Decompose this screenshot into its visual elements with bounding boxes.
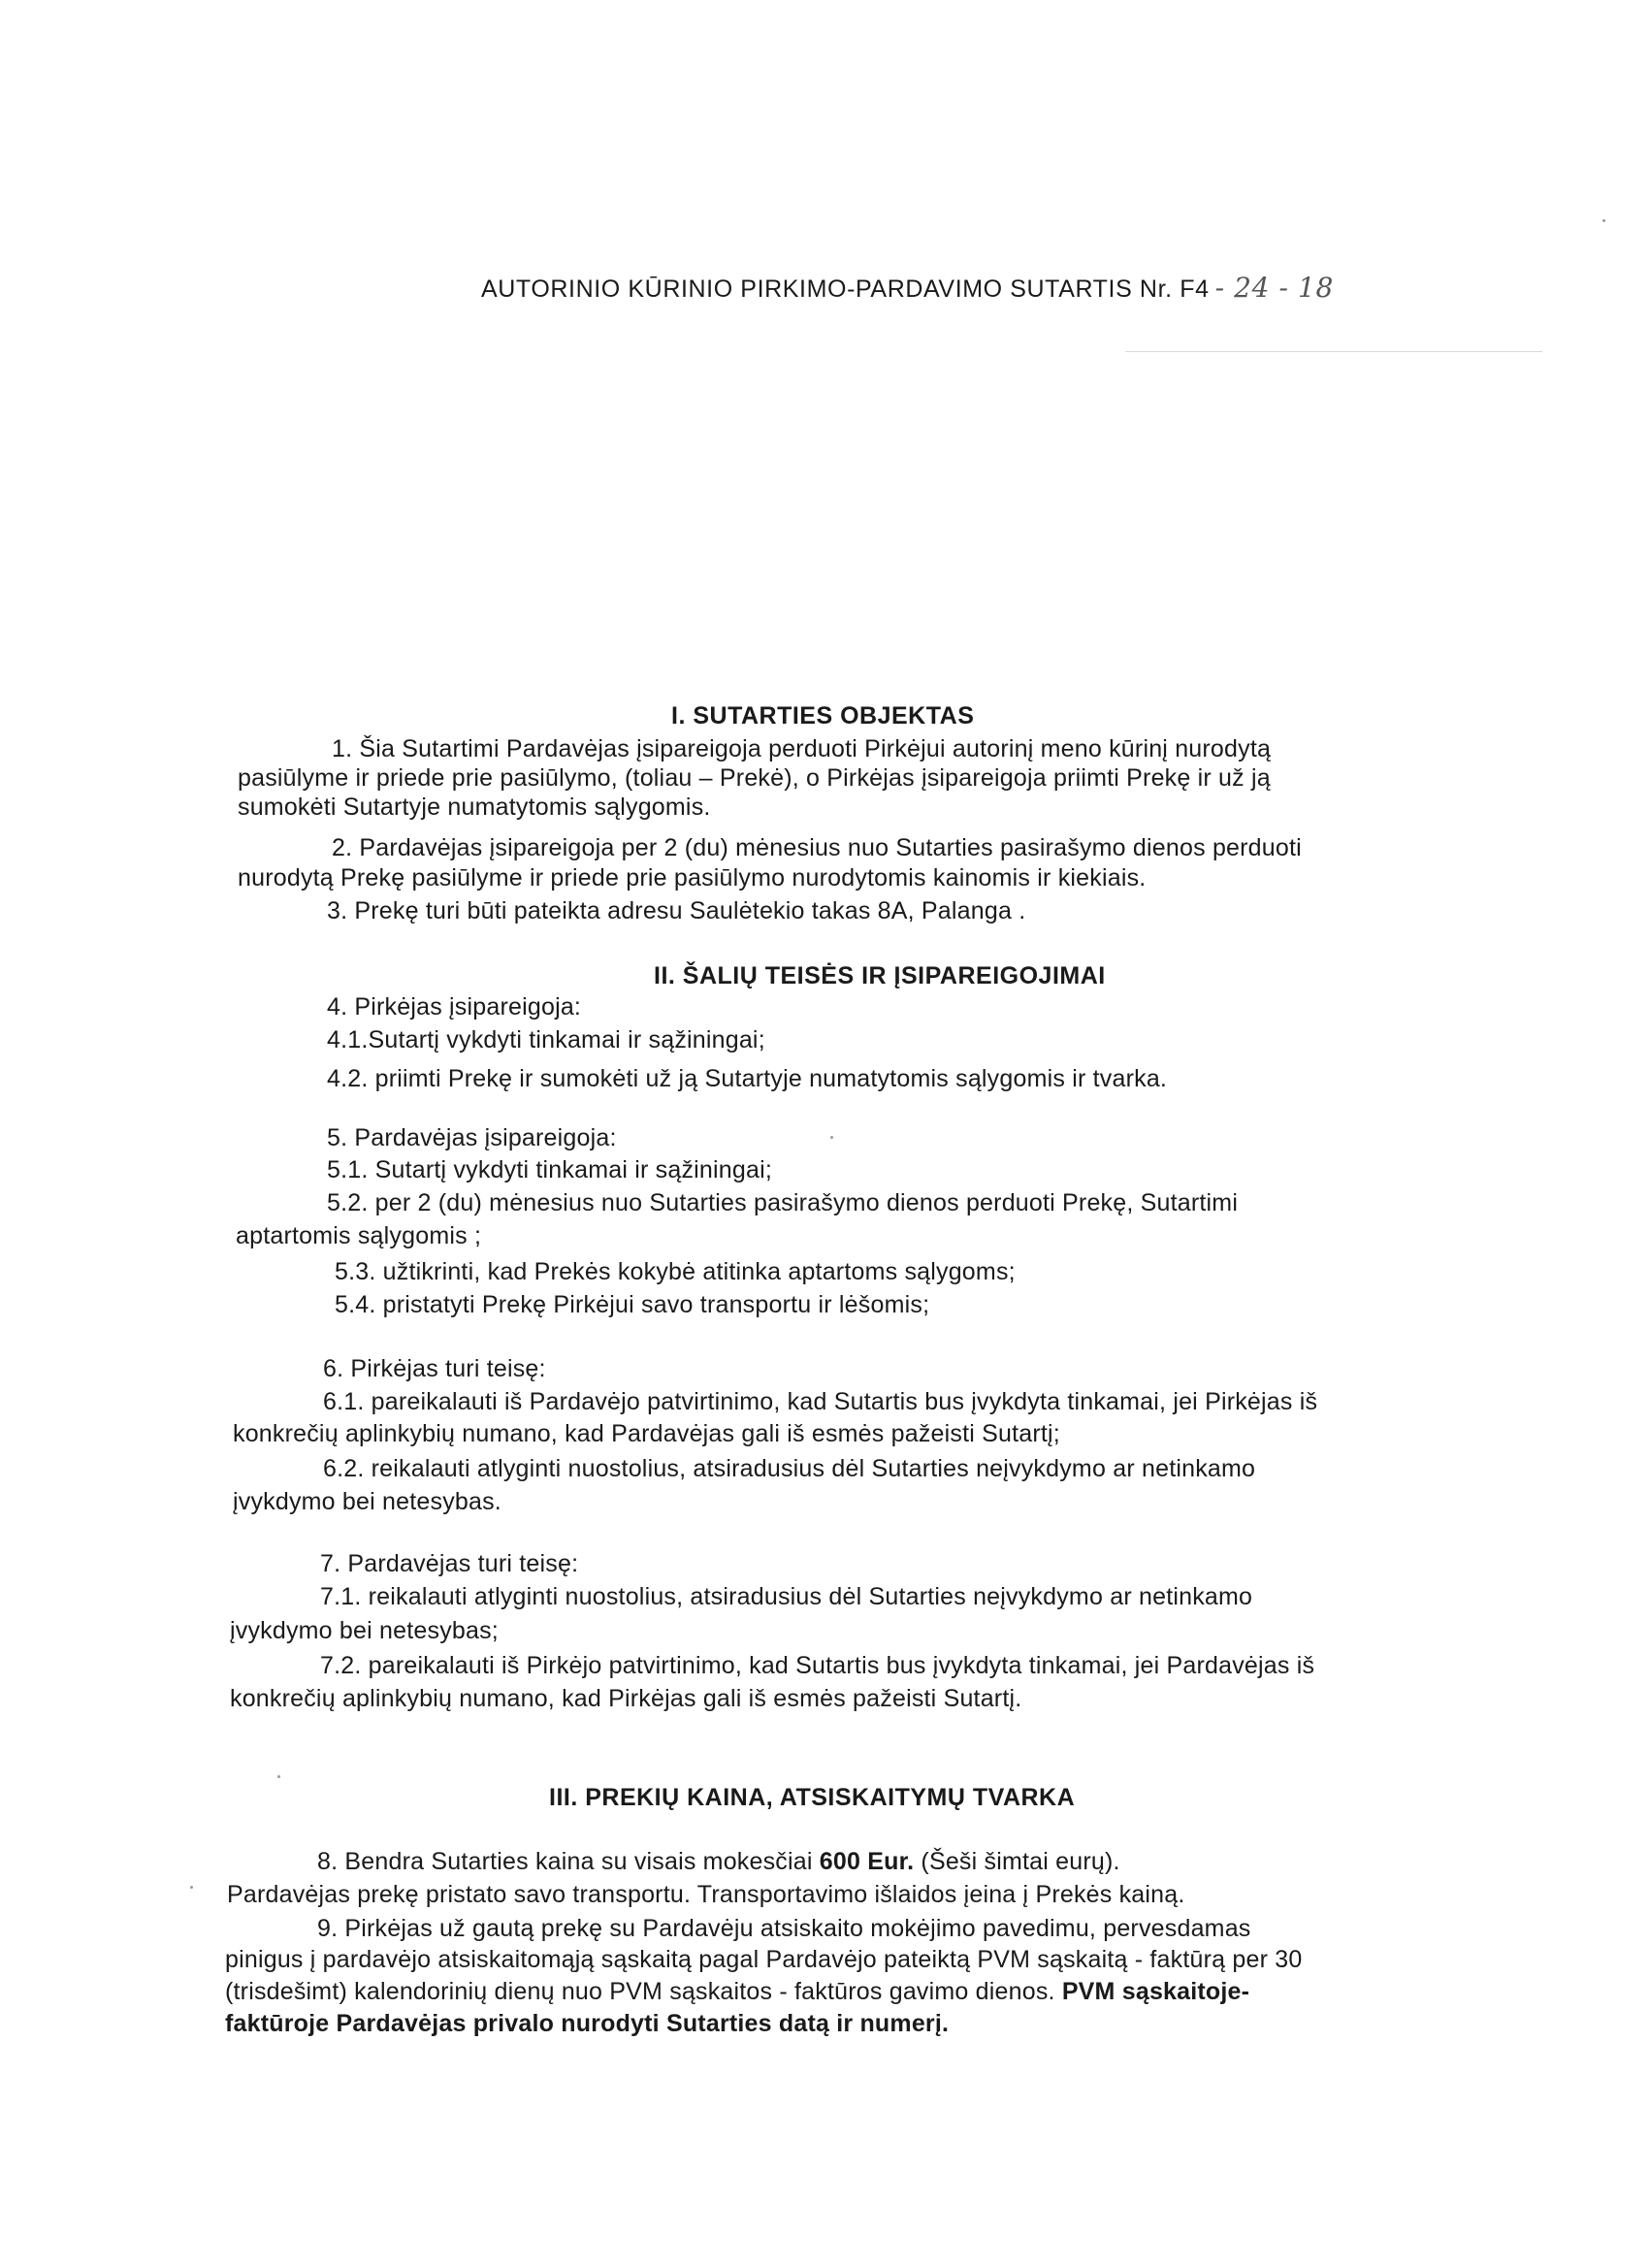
clause-6-2-line-2: įvykdymo bei netesybas.	[233, 1488, 501, 1515]
clause-5-3: 5.3. užtikrinti, kad Prekės kokybė atitinka aptartoms sąlygoms;	[335, 1258, 1016, 1285]
clause-9-line-3-text: (trisdešimt) kalendorinių dienų nuo PVM sąskaitos - faktūros gavimo dienos.	[225, 1978, 1062, 2005]
clause-8-text: 8. Bendra Sutarties kaina su visais mokesčiai	[317, 1848, 820, 1875]
clause-9-line-2: pinigus į pardavėjo atsiskaitomąją sąskaitą pagal Pardavėjo pateiktą PVM sąskaitą - faktūrą per 30	[225, 1946, 1303, 1973]
invoice-requirement: faktūroje Pardavėjas privalo nurodyti Sutarties datą ir numerį.	[225, 2010, 950, 2037]
clause-5-2-line-2: aptartomis sąlygomis ;	[236, 1222, 482, 1249]
clause-8	[317, 1848, 1120, 1876]
invoice-requirement-start: PVM sąskaitoje-	[1061, 1978, 1250, 2005]
title-underline	[1125, 351, 1542, 352]
delivery-note: Pardavėjas prekę pristato savo transportu. Transportavimo išlaidos įeina į Prekės kainą.	[227, 1881, 1185, 1908]
clause-5-2-line-1: 5.2. per 2 (du) mėnesius nuo Sutarties pasirašymo dienos perduoti Prekę, Sutartimi	[327, 1189, 1239, 1216]
document-title	[481, 272, 1334, 304]
clause-7: 7. Pardavėjas turi teisę:	[320, 1550, 579, 1577]
clause-1-line-3: sumokėti Sutartyje numatytomis sąlygomis.	[238, 794, 711, 821]
scan-speck	[277, 1775, 280, 1778]
clause-6-1-line-1: 6.1. pareikalauti iš Pardavėjo patvirtinimo, kad Sutartis bus įvykdyta tinkamai, jei Pirkėjas iš	[323, 1388, 1318, 1415]
clause-2-line-1: 2. Pardavėjas įsipareigoja per 2 (du) mėnesius nuo Sutarties pasirašymo dienos perduoti	[332, 834, 1302, 861]
section-2-heading: II. ŠALIŲ TEISĖS IR ĮSIPAREIGOJIMAI	[654, 962, 1106, 989]
clause-1-line-2: pasiūlyme ir priede prie pasiūlymo, (toliau – Prekė), o Pirkėjas įsipareigoja priimti Prekę ir už ją	[238, 764, 1271, 792]
clause-4: 4. Pirkėjas įsipareigoja:	[327, 993, 582, 1021]
clause-7-1-line-1: 7.1. reikalauti atlyginti nuostolius, atsiradusius dėl Sutarties neįvykdymo ar netinkamo	[320, 1583, 1253, 1610]
clause-3: 3. Prekę turi būti pateikta adresu Saulėtekio takas 8A, Palanga .	[327, 897, 1026, 924]
contract-price: 600 Eur.	[819, 1848, 915, 1875]
section-3-heading: III. PREKIŲ KAINA, ATSISKAITYMŲ TVARKA	[549, 1784, 1076, 1811]
clause-7-2-line-1: 7.2. pareikalauti iš Pirkėjo patvirtinimo, kad Sutartis bus įvykdyta tinkamai, jei Pardavėjas iš	[320, 1652, 1315, 1679]
clause-6-1-line-2: konkrečių aplinkybių numano, kad Pardavėjas gali iš esmės pažeisti Sutartį;	[233, 1420, 1060, 1447]
scan-speck	[1602, 219, 1605, 222]
clause-9-line-1: 9. Pirkėjas už gautą prekę su Pardavėju atsiskaito mokėjimo pavedimu, pervesdamas	[317, 1915, 1251, 1942]
handwritten-number: - 24 - 18	[1214, 272, 1334, 304]
clause-9-line-3	[225, 1978, 1249, 2006]
clause-4-1: 4.1.Sutartį vykdyti tinkamai ir sąžiningai;	[327, 1026, 765, 1053]
clause-7-1-line-2: įvykdymo bei netesybas;	[230, 1617, 499, 1644]
clause-2-line-2: nurodytą Prekę pasiūlyme ir priede prie pasiūlymo nurodytomis kainomis ir kiekiais.	[238, 864, 1147, 891]
clause-5-4: 5.4. pristatyti Prekę Pirkėjui savo transportu ir lėšomis;	[335, 1291, 930, 1318]
clause-7-2-line-2: konkrečių aplinkybių numano, kad Pirkėjas gali iš esmės pažeisti Sutartį.	[230, 1685, 1022, 1712]
scan-speck	[190, 1886, 193, 1889]
clause-6-2-line-1: 6.2. reikalauti atlyginti nuostolius, atsiradusius dėl Sutarties neįvykdymo ar netinkamo	[323, 1455, 1256, 1482]
clause-5-1: 5.1. Sutartį vykdyti tinkamai ir sąžiningai;	[327, 1156, 772, 1183]
clause-5: 5. Pardavėjas įsipareigoja:	[327, 1124, 617, 1151]
clause-6: 6. Pirkėjas turi teisę:	[323, 1355, 546, 1382]
document-title-text: AUTORINIO KŪRINIO PIRKIMO-PARDAVIMO SUTARTIS Nr. F4	[481, 275, 1210, 303]
clause-1-line-1: 1. Šia Sutartimi Pardavėjas įsipareigoja perduoti Pirkėjui autorinį meno kūrinį nurodytą	[332, 735, 1272, 762]
section-1-heading: I. SUTARTIES OBJEKTAS	[671, 702, 975, 729]
clause-4-2: 4.2. priimti Prekę ir sumokėti už ją Sutartyje numatytomis sąlygomis ir tvarka.	[327, 1065, 1168, 1092]
scan-speck	[830, 1136, 833, 1139]
contract-price-words: (Šeši šimtai eurų).	[914, 1848, 1120, 1875]
